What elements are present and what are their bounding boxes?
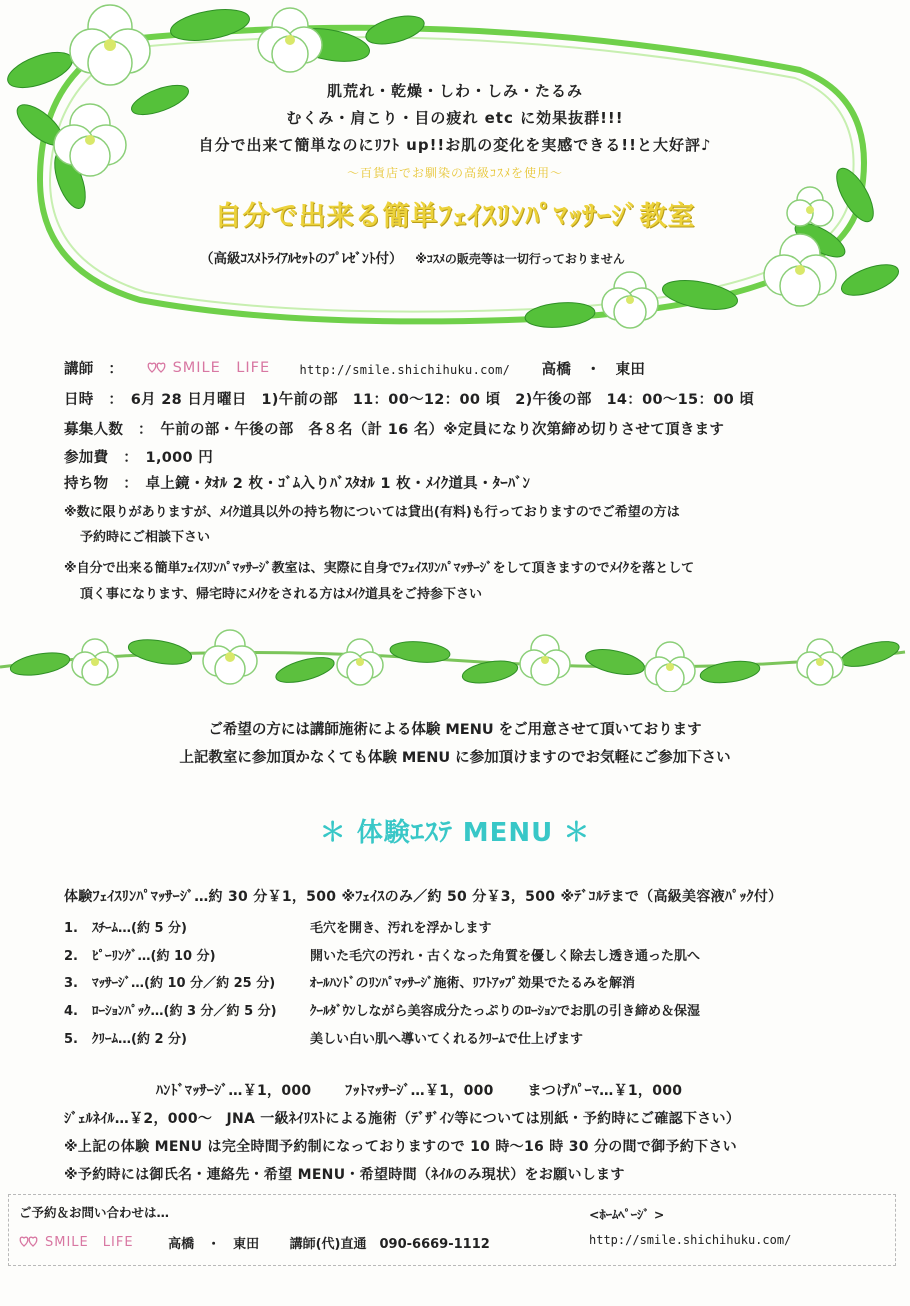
contact-row: [19, 1231, 490, 1252]
hearts-icon: [147, 360, 167, 374]
homepage-url[interactable]: http://smile.shichihuku.com/: [589, 1233, 792, 1247]
step-desc: 開いた毛穴の汚れ・古くなった角質を優しく除去し透き通った肌へ: [310, 949, 701, 964]
logo-text: SMILE LIFE: [45, 1235, 134, 1250]
contact-box: [8, 1194, 896, 1266]
capacity-row: 募集人数 ： 午前の部・午後の部 各８名（計 16 名）※定員になり次第締め切りさせて頂きます: [64, 422, 725, 438]
makeup-note-line1: ※自分で出来る簡単ﾌｪｲｽﾘﾝﾊﾟﾏｯｻｰｼﾞ教室は、実際に自身でﾌｪｲｽﾘﾝﾊﾟﾏｯｻｰｼﾞをして頂きますのでﾒｲｸを落として: [64, 561, 695, 576]
step-item: ﾛｰｼｮﾝﾊﾟｯｸ…(約 3 分／約 5 分): [92, 1004, 277, 1019]
menu-step: [64, 972, 635, 991]
present-note: （高級ｺｽﾒﾄﾗｲｱﾙｾｯﾄのﾌﾟﾚｾﾞﾝﾄ付）: [200, 251, 403, 267]
step-item: ｽﾁｰﾑ…(約 5 分): [92, 921, 187, 936]
hearts-icon: [19, 1234, 39, 1248]
fee-row: 参加費 ： 1,000 円: [64, 450, 214, 466]
step-number: 5.: [64, 1032, 78, 1047]
menu-title: ＊ 体験ｴｽﾃ MENU ＊: [319, 818, 591, 848]
header-note: [200, 247, 625, 267]
step-item: ﾋﾟｰﾘﾝｸﾞ…(約 10 分): [92, 949, 216, 964]
step-desc: 毛穴を開き、汚れを浮かします: [310, 921, 492, 936]
step-number: 2.: [64, 949, 78, 964]
header-line-3: 自分で出来て簡単なのにﾘﾌﾄ up!!お肌の変化を実感できる!!と大好評♪: [198, 136, 712, 154]
menu-step: [64, 945, 700, 964]
header-line-1: 肌荒れ・乾燥・しわ・しみ・たるみ: [326, 82, 583, 100]
step-item: ｸﾘｰﾑ…(約 2 分): [92, 1032, 187, 1047]
promo-line-2: 上記教室に参加頂かなくても体験 MENU に参加頂けますのでお気軽にご参加下さい: [179, 750, 731, 766]
menu-step: [64, 917, 491, 936]
instructor-label: 講師 ：: [64, 361, 124, 378]
step-item: ﾏｯｻｰｼﾞ…(約 10 分／約 25 分): [92, 976, 276, 991]
step-desc: 美しい白い肌へ導いてくれるｸﾘｰﾑで仕上げます: [310, 1032, 584, 1047]
makeup-note-line2: 頂く事になります、帰宅時にﾒｲｸをされる方はﾒｲｸ道具をご持参下さい: [80, 587, 482, 602]
step-number: 3.: [64, 976, 78, 991]
step-desc: ｵｰﾙﾊﾝﾄﾞのﾘﾝﾊﾟﾏｯｻｰｼﾞ施術、ﾘﾌﾄｱｯﾌﾟ効果でたるみを解消: [310, 976, 636, 991]
contact-names: 高橋 ・ 東田: [168, 1236, 260, 1252]
floral-divider: [0, 622, 910, 692]
extras-line: ﾊﾝﾄﾞﾏｯｻｰｼﾞ…￥1，000 ﾌｯﾄﾏｯｻｰｼﾞ…￥1，000 まつげﾊﾟｰﾏ…￥1，000: [156, 1083, 683, 1099]
page-title: 自分で出来る簡単ﾌｪｲｽﾘﾝﾊﾟﾏｯｻｰｼﾞ教室: [214, 201, 696, 232]
smile-life-logo: [19, 1231, 134, 1250]
contact-phone[interactable]: 講師(代)直通 090-6669-1112: [289, 1236, 490, 1252]
step-number: 4.: [64, 1004, 78, 1019]
smile-life-logo: [147, 356, 271, 377]
menu-step: [64, 1028, 583, 1047]
step-desc: ｸｰﾙﾀﾞｳﾝしながら美容成分たっぷりのﾛｰｼｮﾝでお肌の引き締め＆保湿: [310, 1004, 701, 1019]
menu-headline: 体験ﾌｪｲｽﾘﾝﾊﾟﾏｯｻｰｼﾞ…約 30 分￥1，500 ※ﾌｪｲｽのみ／約 50 分￥3，500 ※ﾃﾞｺﾙﾃまで（高級美容液ﾊﾟｯｸ付）: [64, 889, 783, 905]
rental-note-line1: ※数に限りがありますが、ﾒｲｸ道具以外の持ち物については貸出(有料)も行っておりますのでご希望の方は: [64, 505, 680, 520]
instructor-names: 高橋 ・ 東田: [541, 361, 646, 378]
items-row: 持ち物 ： 卓上鏡・ﾀｵﾙ 2 枚・ｺﾞﾑ入りﾊﾞｽﾀｵﾙ 1 枚・ﾒｲｸ道具・ﾀｰﾊﾞﾝ: [64, 476, 531, 492]
promo-line-1: ご希望の方には講師施術による体験 MENU をご用意させて頂いております: [208, 722, 702, 738]
header-subtitle: ～百貨店でお馴染の高級ｺｽﾒを使用～: [346, 166, 563, 180]
logo-text: SMILE LIFE: [172, 360, 271, 376]
step-number: 1.: [64, 921, 78, 936]
rental-note-line2: 予約時にご相談下さい: [80, 530, 211, 545]
website-url[interactable]: http://smile.shichihuku.com/: [299, 362, 511, 377]
contact-label: ご予約＆お問い合わせは…: [19, 1205, 170, 1220]
reservation-note-2: ※予約時には御氏名・連絡先・希望 MENU・希望時間（ﾈｲﾙのみ現状）をお願いします: [64, 1167, 625, 1183]
reservation-note-1: ※上記の体験 MENU は完全時間予約制になっておりますので 10 時～16 時 30 分の間で御予約下さい: [64, 1139, 737, 1155]
datetime-row: 日時 ： 6月 28 日月曜日 1)午前の部 11：00～12：00 頃 2)午後の部 14：00～15：00 頃: [64, 392, 755, 408]
gel-nail-line: ｼﾞｪﾙﾈｲﾙ…￥2，000～ JNA 一級ﾈｲﾘｽﾄによる施術（ﾃﾞｻﾞｲﾝ等については別紙・予約時にご確認下さい）: [64, 1111, 741, 1127]
sales-note: ※ｺｽﾒの販売等は一切行っておりません: [415, 252, 625, 266]
homepage-label: <ﾎｰﾑﾍﾟｰｼﾞ >: [589, 1207, 665, 1222]
menu-step: [64, 1000, 700, 1019]
header-line-2: むくみ・肩こり・目の疲れ etc に効果抜群!!!: [286, 109, 624, 127]
instructor-row: [64, 356, 645, 379]
